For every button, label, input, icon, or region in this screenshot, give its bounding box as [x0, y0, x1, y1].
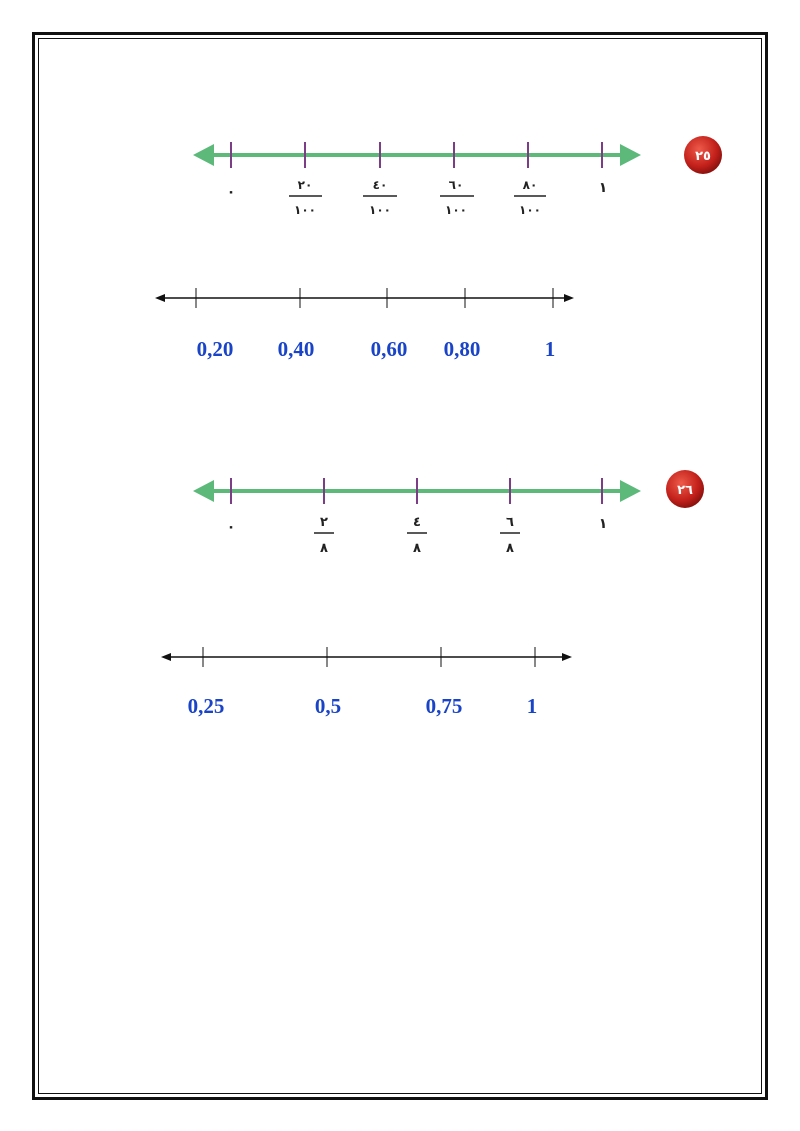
answer-label: 0,25 [187, 694, 225, 718]
badge-number: ٢٥ [695, 149, 711, 164]
answer-number-line-26 [161, 647, 572, 667]
answer-label: 0,5 [314, 694, 342, 718]
answer-label: 0,80 [443, 337, 481, 361]
fraction-numerator: ٤٠ [372, 178, 388, 192]
fraction-denominator: ١٠٠ [519, 203, 541, 217]
fraction-numerator: ٢ [320, 515, 328, 530]
mark-label-one: ١ [598, 516, 608, 532]
fraction-denominator: ١٠٠ [369, 203, 391, 217]
mark-label-one: ١ [598, 180, 608, 196]
answer-label: 0,40 [277, 337, 315, 361]
mark-label-zero: ٠ [226, 184, 236, 200]
fraction-labels-25 [227, 178, 608, 217]
green-number-line-25 [193, 142, 641, 168]
green-number-line-26 [193, 478, 641, 504]
fraction-numerator: ٨٠ [522, 178, 538, 192]
fraction-denominator: ١٠٠ [294, 203, 316, 217]
answer-label: 0,20 [196, 337, 234, 361]
fraction-numerator: ٢٠ [297, 178, 313, 192]
fraction-numerator: ٤ [413, 515, 421, 530]
fraction-denominator: ٨ [506, 541, 514, 556]
fraction-denominator: ٨ [320, 541, 328, 556]
badge-number: ٢٦ [677, 483, 693, 498]
answer-label: 0,75 [425, 694, 463, 718]
fraction-denominator: ٨ [413, 541, 421, 556]
fraction-numerator: ٦٠ [448, 178, 464, 192]
mark-label-zero: ٠ [226, 519, 236, 535]
answer-labels-26 [188, 694, 538, 718]
exercise-number-badge-25 [684, 136, 722, 174]
exercise-25 [155, 136, 722, 361]
answer-label: 0,60 [370, 337, 408, 361]
answer-labels-25 [197, 337, 556, 361]
answer-number-line-25 [155, 288, 574, 308]
fraction-denominator: ١٠٠ [445, 203, 467, 217]
exercise-number-badge-26 [666, 470, 704, 508]
answer-label: 1 [544, 337, 556, 361]
exercise-26 [161, 470, 704, 718]
answer-label: 1 [526, 694, 538, 718]
fraction-numerator: ٦ [506, 515, 514, 530]
fraction-labels-26 [227, 515, 608, 556]
